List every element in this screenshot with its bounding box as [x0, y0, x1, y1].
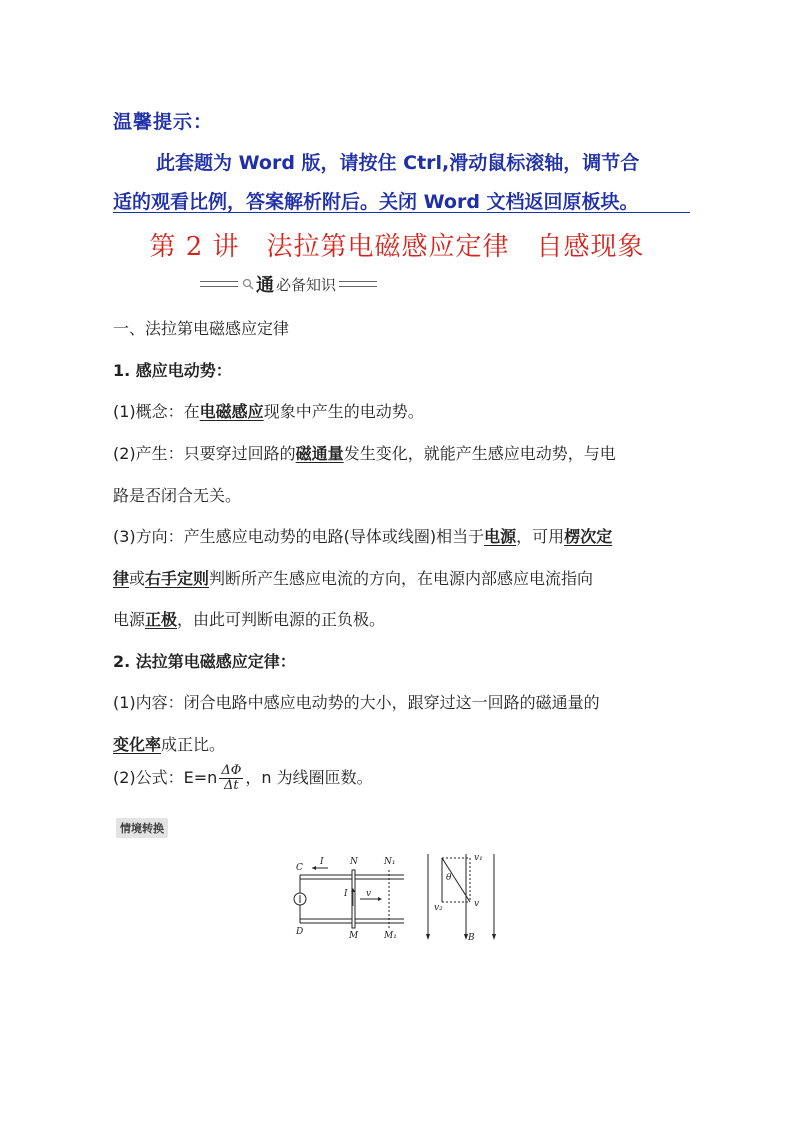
text-run: 发生变化，就能产生感应电动势，与电 — [343, 444, 616, 463]
text-run: (3)方向：产生感应电动势的电路(导体或线圈)相当于 — [113, 527, 485, 546]
section-heading: 一、法拉第电磁感应定律 — [113, 319, 290, 338]
label-i-top: I — [320, 857, 324, 867]
item2-paragraph-1-cont — [113, 732, 225, 755]
item2-heading: 2. 法拉第电磁感应定律： — [113, 652, 296, 671]
item1-paragraph-2-cont: 路是否闭合无关。 — [113, 486, 242, 505]
formula-fraction — [219, 764, 243, 793]
fraction-denominator: Δt — [224, 778, 239, 793]
label-i-rod: I — [344, 889, 348, 899]
key-term: 变化率 — [113, 735, 162, 754]
label-c: C — [296, 863, 303, 873]
text-run: 或 — [129, 569, 146, 588]
label-v: v — [366, 889, 372, 899]
label-d: D — [296, 927, 304, 937]
banner-label: 必备知识 — [276, 275, 337, 294]
rod-mn — [352, 870, 355, 928]
text-run: (2)产生：只要穿过回路的 — [113, 444, 296, 463]
magnifier-icon — [242, 278, 254, 290]
label-m1: M₁ — [384, 931, 397, 941]
item2-paragraph-1: (1)内容：闭合电路中感应电动势的大小，跟穿过这一回路的磁通量的 — [113, 693, 600, 712]
label-n1: N₁ — [384, 857, 396, 867]
physics-figure — [280, 848, 520, 948]
fraction-numerator: ΔΦ — [221, 763, 242, 778]
key-term: 电磁感应 — [199, 402, 264, 421]
tip-title: 温馨提示： — [113, 111, 214, 133]
label-v-right: v — [474, 899, 480, 909]
text-run: 现象中产生的电动势。 — [263, 402, 424, 421]
label-n: N — [350, 857, 358, 867]
key-term: 右手定则 — [145, 569, 210, 588]
text-run: (1)概念：在 — [113, 402, 200, 421]
arrow-head — [492, 934, 496, 940]
arrow-head — [426, 934, 430, 940]
context-tag: 情境转换 — [116, 818, 168, 838]
item2-formula-line — [113, 764, 373, 793]
banner-badge: 通 — [256, 275, 274, 296]
key-term: 磁通量 — [295, 444, 344, 463]
item1-paragraph-1 — [113, 399, 424, 422]
item1-paragraph-2 — [113, 441, 616, 464]
text-run: ，n 为线圈匝数。 — [245, 768, 373, 787]
banner-right-rule — [339, 281, 377, 287]
text-run: 判断所产生感应电流的方向，在电源内部感应电流指向 — [209, 569, 594, 588]
tip-line-2: 适的观看比例，答案解析附后。关闭 Word 文档返回原板块。 — [113, 191, 639, 213]
item1-paragraph-3-cont — [113, 566, 593, 589]
text-run: ，由此可判断电源的正负极。 — [177, 610, 386, 629]
item1-paragraph-3-cont2 — [113, 607, 385, 630]
label-v1: v₁ — [474, 853, 483, 863]
key-term: 律 — [113, 569, 130, 588]
section-banner — [200, 272, 377, 296]
label-m: M — [349, 931, 359, 941]
label-v2: v₂ — [434, 903, 443, 913]
arrow-head — [312, 866, 316, 870]
arrow-head — [378, 897, 382, 901]
key-term: 正极 — [145, 610, 178, 629]
text-run: ，可用 — [516, 527, 565, 546]
item1-paragraph-3 — [113, 524, 612, 547]
text-run: (2)公式：E=n — [113, 768, 218, 787]
key-term: 楞次定 — [564, 527, 613, 546]
key-term: 电源 — [484, 527, 517, 546]
text-run: 成正比。 — [161, 735, 226, 754]
banner-left-rule — [200, 281, 238, 287]
item1-heading: 1. 感应电动势： — [113, 361, 232, 380]
label-b: B — [468, 933, 475, 943]
label-theta: θ — [446, 873, 452, 883]
tip-underline — [113, 212, 690, 213]
text-run: 电源 — [113, 610, 146, 629]
tip-line-1: 此套题为 Word 版，请按住 Ctrl,滑动鼠标滚轴，调节合 — [156, 152, 640, 174]
lesson-title: 第 2 讲 法拉第电磁感应定律 自感现象 — [149, 232, 645, 262]
